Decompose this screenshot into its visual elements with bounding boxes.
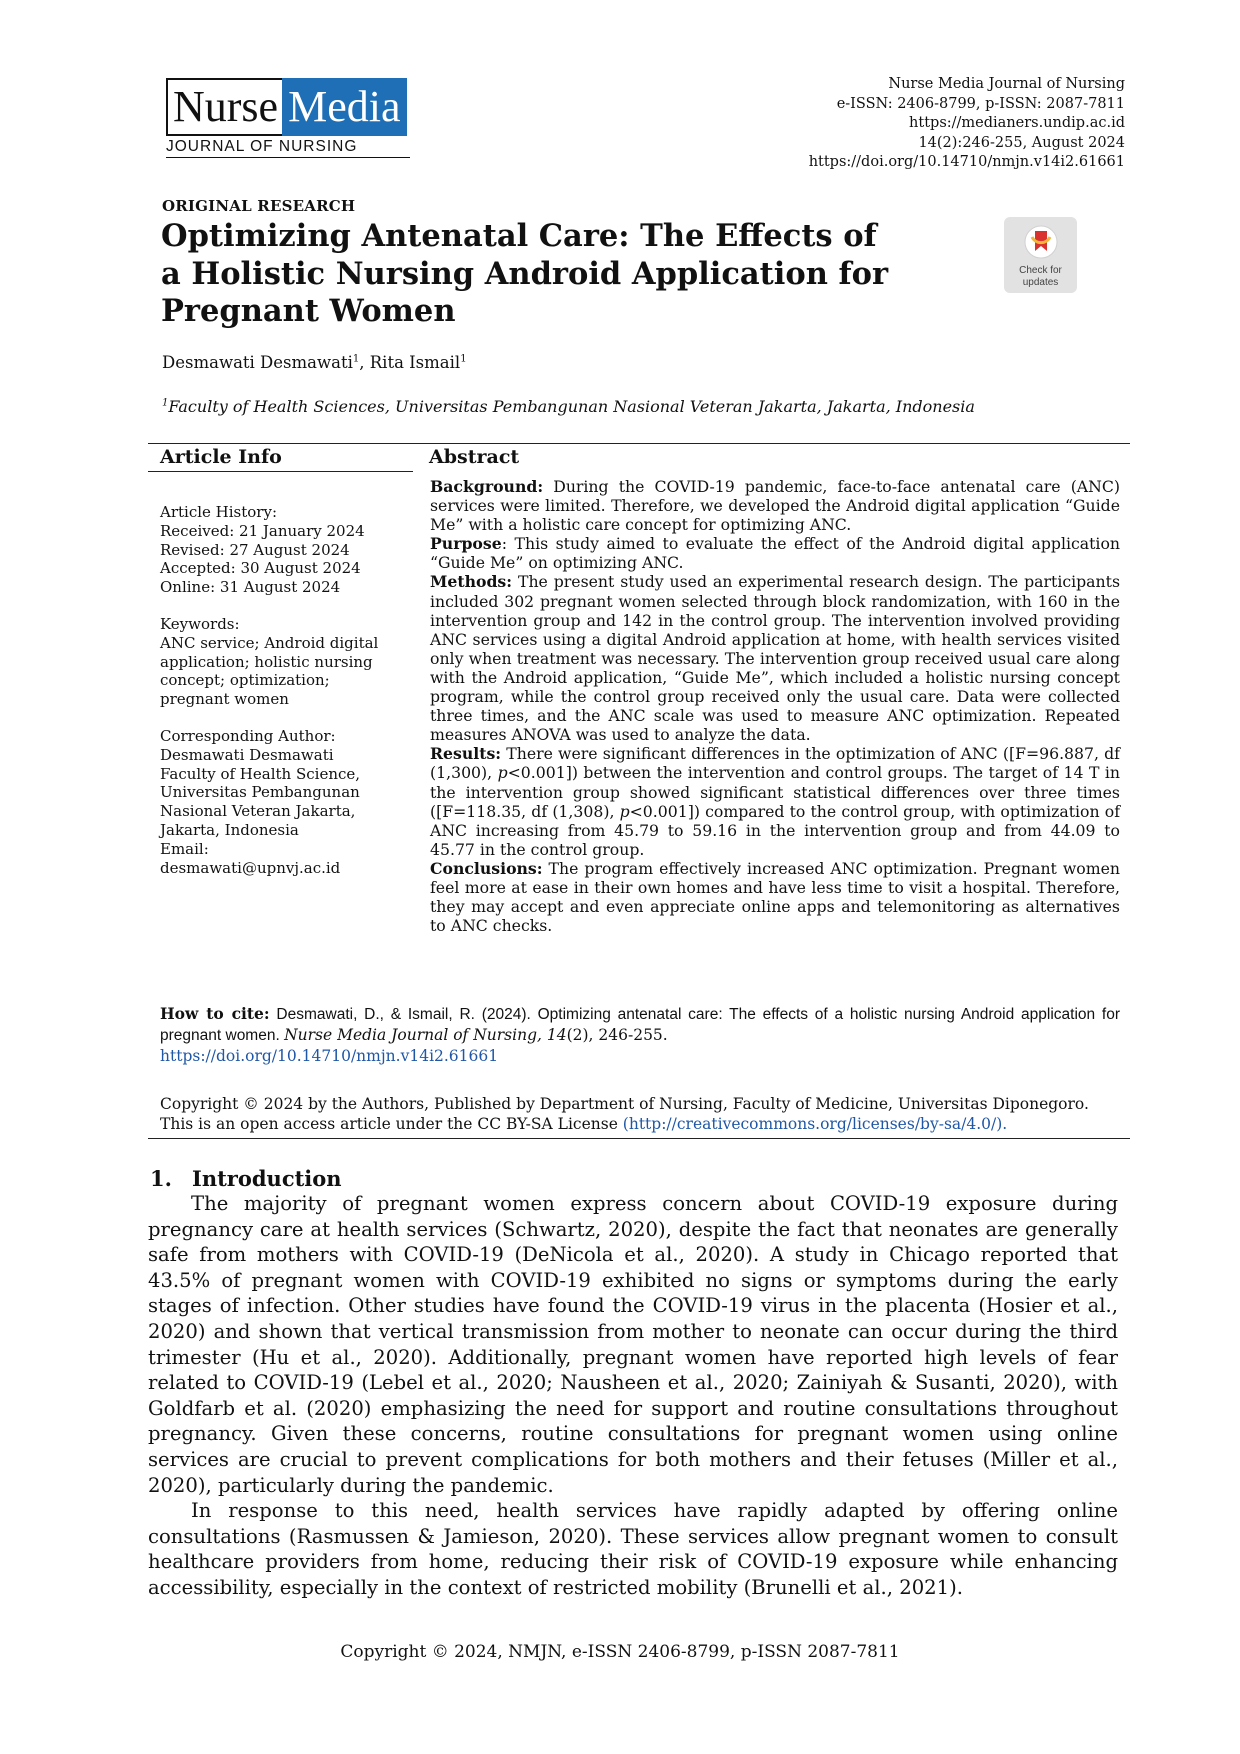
article-history [160,503,385,597]
abstract-results [430,744,1120,859]
section-label: ORIGINAL RESEARCH [162,197,356,215]
corr-line: Jakarta, Indonesia [160,820,299,839]
journal-volume: 14(2):246-255, August 2024 [918,134,1125,151]
authors [162,353,467,372]
logo-word-nurse: Nurse [166,78,282,136]
keyword-line: ANC service; Android digital [160,633,379,652]
logo-subtitle: JOURNAL OF NURSING [166,138,358,155]
paragraph: The majority of pregnant women express concern about COVID-19 exposure during pregnancy care at health services (Schwartz, 2020), despite the fact that neonates are generally safe from mothers with COVID-19 (DeNicola et al., 2020). A study in Chicago reported that 43.5% of pregnant women with COVID-19 exhibited no signs or symptoms during the early stages of infection. Other studies have found the COVID-19 virus in the placenta (Hosier et al., 2020) and shown that vertical transmission from mother to neonate can occur during the third trimester (Hu et al., 2020). Additionally, pregnant women have reported high levels of fear related to COVID-19 (Lebel et al., 2020; Nausheen et al., 2020; Zainiyah & Susanti, 2020), with Goldfarb et al. (2020) emphasizing the need for support and routine consultations throughout pregnancy. Given these concerns, routine consultations for pregnant women using online services are crucial to prevent complications for both mothers and their fetuses (Miller et al., 2020), particularly during the pandemic. [148,1192,1118,1497]
abstract-body [430,477,1120,935]
background-label: Background: [430,477,544,496]
journal-url[interactable]: https://medianers.undip.ac.id [909,115,1125,132]
article-info [160,503,385,895]
paragraph: In response to this need, health services have rapidly adapted by offering online consultations (Rasmussen & Jamieson, 2020). These services allow pregnant women to consult healthcare providers from home, reducing their risk of COVID-19 exposure while enhancing accessibility, especially in the context of restricted mobility (Brunelli et al., 2021). [148,1499,1118,1599]
divider [148,1138,1130,1139]
cite-journal: Nurse Media Journal of Nursing, 14 [284,1026,567,1044]
article-title [161,218,941,331]
conclusions-label: Conclusions: [430,858,543,878]
corr-line: Nasional Veteran Jakarta, [160,802,356,821]
license-text: This is an open access article under the CC BY-SA License [160,1115,623,1133]
journal-doi[interactable]: https://doi.org/10.14710/nmjn.v14i2.61661 [808,154,1125,171]
affiliation-mark: 1 [162,397,169,409]
corr-line: Universitas Pembangunan [160,783,360,802]
author-name: Desmawati Desmawati [162,353,353,372]
cite-label: How to cite: [160,1004,270,1023]
logo-underline [166,157,410,158]
author-separator: , [359,353,370,372]
title-line: Pregnant Women [161,293,456,329]
methods-text: The present study used an experimental research design. The participants included 302 pregnant women selected through block randomization, with 160 in the intervention group and 142 in the control group. The intervention involved providing ANC services using a digital Android application at home, with health services visited only when treatment was necessary. The intervention group received usual care along with the Android application, “Guide Me”, which included a holistic nursing concept program, while the control group received only the usual care. Data were collected three times, and the ANC scale was used to measure ANC optimization. Repeated measures ANOVA was used to analyze the data. [430,572,1120,745]
keyword-line: pregnant women [160,690,289,709]
corr-label: Corresponding Author: [160,726,336,745]
results-text: There were significant differences in the optimization of ANC ([F=96.887, df (1,300), [430,744,1120,783]
journal-name: Nurse Media Journal of Nursing [888,76,1125,92]
abstract-background [430,477,1120,534]
purpose-label: Purpose [430,534,502,554]
results-label: Results: [430,744,502,764]
corr-line: Faculty of Health Science, [160,764,361,783]
received-date: Received: 21 January 2024 [160,521,365,540]
page-footer: Copyright © 2024, NMJN, e-ISSN 2406-8799, p-ISSN 2087-7811 [340,1642,900,1662]
author-name: Rita Ismail [369,353,461,372]
badge-line: Check for [1019,265,1062,276]
check-for-updates-badge[interactable] [1004,217,1077,293]
affiliation-mark: 1 [352,353,360,365]
accepted-date: Accepted: 30 August 2024 [160,559,361,578]
title-line: a Holistic Nursing Android Application for [161,255,889,292]
divider [148,443,1130,444]
affiliation-text: Faculty of Health Sciences, Universitas Pembangunan Nasional Veteran Jakarta, Jakarta, Indonesia [168,397,975,416]
corresponding-author [160,727,385,877]
p-symbol: p [619,801,630,821]
conclusions-text: The program effectively increased ANC optimization. Pregnant women feel more at ease in their own homes and have less time to visit a hospital. Therefore, they may accept and even appreciate online apps and telemonitoring as alternatives to ANC checks. [430,858,1120,936]
badge-line: updates [1022,277,1059,288]
license-line [160,1114,1120,1134]
how-to-cite [160,1004,1120,1066]
bookmark-check-icon [1023,224,1059,260]
background-text: During the COVID-19 pandemic, face-to-face antenatal care (ANC) services were limited. Therefore, we developed the Android digital application “Guide Me” with a holistic care concept for optimizing ANC. [430,477,1120,535]
cite-text: Desmawati, D., & Ismail, R. (2024). Optimizing antenatal care: The effects of a holistic nursing Android application for pregnant women. [160,1006,1121,1044]
affiliation-mark: 1 [460,353,467,365]
section-title: Introduction [192,1166,342,1191]
keywords [160,615,385,709]
corr-line: Desmawati Desmawati [160,745,334,764]
revised-date: Revised: 27 August 2024 [160,540,350,559]
email-link[interactable]: desmawati@upnvj.ac.id [160,858,341,877]
cite-issue: (2), 246-255. [566,1026,668,1044]
results-text: <0.001]) between the intervention and control groups. The target of 14 T in the intervention group showed significant statistical differences over three times ([F=118.35, df (1,308), [430,763,1120,821]
copyright-notice [160,1094,1120,1134]
abstract-conclusions [430,859,1120,935]
results-text: <0.001]) compared to the control group, with optimization of ANC increasing from 45.79 to 59.16 in the intervention group and from 44.09 to 45.77 in the control group. [430,801,1120,859]
cite-doi-link[interactable]: https://doi.org/10.14710/nmjn.v14i2.61661 [160,1047,499,1065]
abstract-heading: Abstract [429,446,520,468]
affiliation [162,397,975,416]
abstract-purpose [430,534,1120,572]
purpose-text: : This study aimed to evaluate the effect of the Android digital application “Guide Me” on optimizing ANC. [430,534,1120,573]
online-date: Online: 31 August 2024 [160,578,341,597]
license-link[interactable]: (http://creativecommons.org/licenses/by-sa/4.0/). [622,1115,1008,1133]
title-line: Optimizing Antenatal Care: The Effects of [161,218,877,254]
divider [148,471,413,472]
keyword-line: application; holistic nursing [160,652,373,671]
keyword-line: concept; optimization; [160,671,330,690]
history-label: Article History: [160,503,278,521]
introduction-heading [150,1166,342,1191]
copyright-line: Copyright © 2024 by the Authors, Published by Department of Nursing, Faculty of Medicine, Universitas Diponegoro. [160,1095,1089,1113]
introduction-body [148,1191,1118,1601]
journal-issn: e-ISSN: 2406-8799, p-ISSN: 2087-7811 [836,95,1125,112]
journal-info [809,75,1125,173]
p-symbol: p [497,763,508,783]
section-number: 1. [150,1166,172,1191]
abstract-methods [430,572,1120,744]
journal-logo [166,78,414,158]
article-info-heading: Article Info [160,446,282,468]
keywords-label: Keywords: [160,614,240,633]
methods-label: Methods: [430,572,513,592]
email-label: Email: [160,839,209,858]
logo-word-media: Media [282,78,406,136]
